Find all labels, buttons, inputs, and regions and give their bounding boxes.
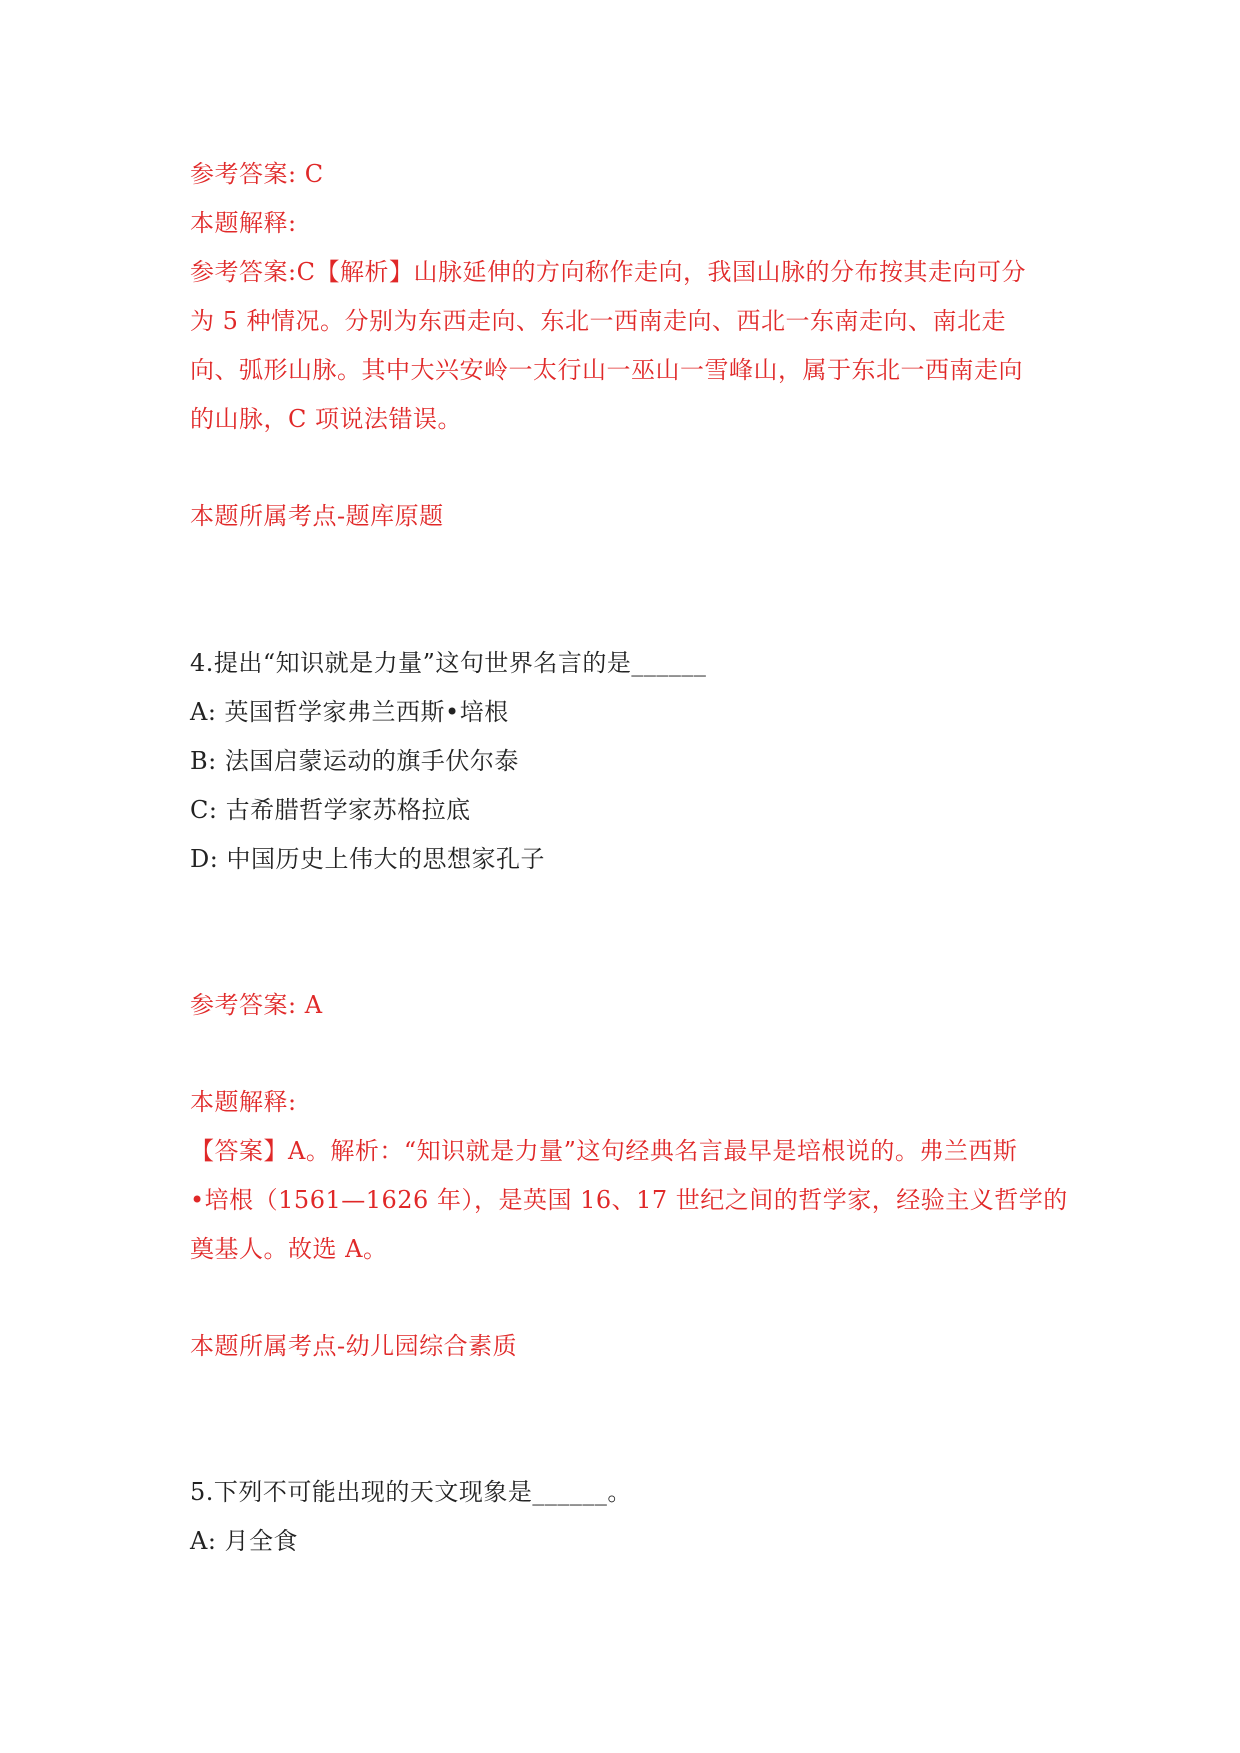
q5-option-a: A: 月全食: [190, 1527, 299, 1555]
document-page: [190, 0, 1070, 1753]
q4-explanation-line: 【答案】A。解析：“知识就是力量”这句经典名言最早是培根说的。弗兰西斯: [190, 1137, 1018, 1165]
q3-explanation-line: 参考答案:C【解析】山脉延伸的方向称作走向，我国山脉的分布按其走向可分: [190, 258, 1026, 286]
q3-explanation-line: 的山脉，C 项说法错误。: [190, 405, 462, 433]
q3-explanation-line: 为 5 种情况。分别为东西走向、东北一西南走向、西北一东南走向、南北走: [190, 307, 1007, 335]
q4-answer: 参考答案: A: [190, 991, 323, 1019]
q4-explanation-line: 奠基人。故选 A。: [190, 1235, 388, 1263]
q4-option-c: C: 古希腊哲学家苏格拉底: [190, 796, 471, 824]
q3-answer: 参考答案: C: [190, 160, 324, 188]
q3-explanation-line: 向、弧形山脉。其中大兴安岭一太行山一巫山一雪峰山，属于东北一西南走向: [190, 356, 1023, 384]
q5-question: 5.下列不可能出现的天文现象是______。: [190, 1478, 632, 1506]
q4-question: 4.提出“知识就是力量”这句世界名言的是______: [190, 649, 707, 677]
q4-option-d: D: 中国历史上伟大的思想家孔子: [190, 845, 545, 873]
q4-explanation-line: •培根（1561—1626 年），是英国 16、17 世纪之间的哲学家，经验主义哲学的: [190, 1186, 1068, 1214]
q4-topic: 本题所属考点-幼儿园综合素质: [190, 1332, 518, 1360]
q3-topic: 本题所属考点-题库原题: [190, 502, 444, 530]
q4-option-b: B: 法国启蒙运动的旗手伏尔泰: [190, 747, 519, 775]
q4-option-a: A: 英国哲学家弗兰西斯•培根: [190, 698, 509, 726]
q3-explain-label: 本题解释:: [190, 209, 297, 237]
q4-explain-label: 本题解释:: [190, 1088, 297, 1116]
